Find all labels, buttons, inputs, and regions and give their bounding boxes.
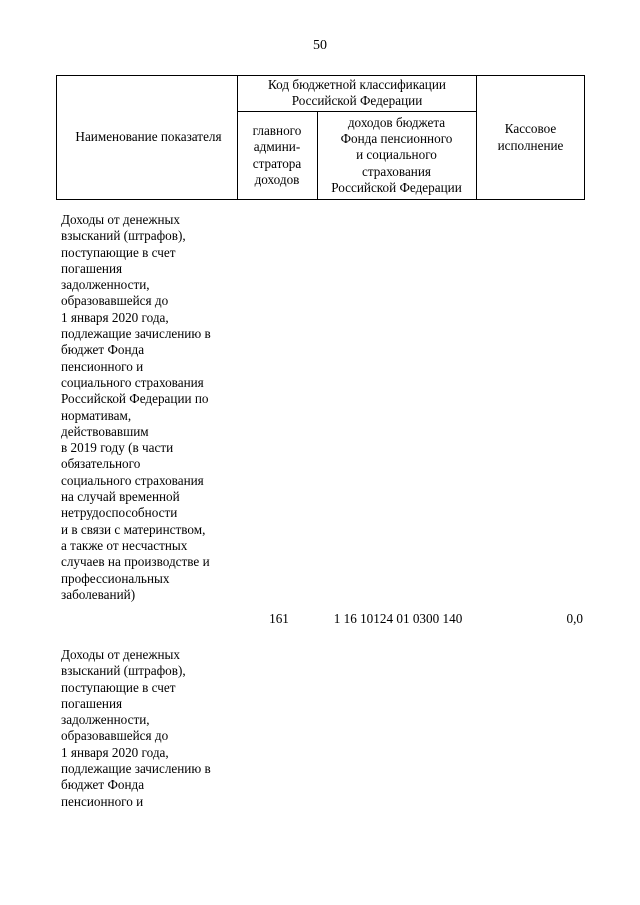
header-fund-revenues: доходов бюджета Фонда пенсионного и социального страхования Российской Федерации <box>331 114 462 195</box>
page-number: 50 <box>313 38 327 53</box>
header-cash-execution: Кассовое исполнение <box>497 121 564 153</box>
header-name-column: Наименование показателя <box>75 129 222 145</box>
table-row-value: 0,0 <box>566 611 583 626</box>
table-row-name: Доходы от денежных взысканий (штрафов), поступающие в счет погашения задолженности, образовавшейся до 1 января 2020 года, подлежащие зачислению в бюджет Фонда пенсионного и социального страхования Российской Федерации по нормативам, действовавшим в 2019 году (в части обязательного социального страхования на случай временной нетрудоспособности и в связи с материнством, а также от несчастных случаев на производстве и профессиональных заболеваний) <box>61 212 211 602</box>
table-row-name: Доходы от денежных взысканий (штрафов), поступающие в счет погашения задолженности, образовавшейся до 1 января 2020 года, подлежащие зачислению в бюджет Фонда пенсионного и <box>61 647 211 809</box>
header-chief-admin: главного админи- стратора доходов <box>252 122 302 187</box>
table-row-revenue-code: 1 16 10124 01 0300 140 <box>333 611 463 626</box>
table-row-admin-code: 161 <box>269 611 289 626</box>
header-budget-code-group: Код бюджетной классификации Российской Федерации <box>268 76 446 108</box>
